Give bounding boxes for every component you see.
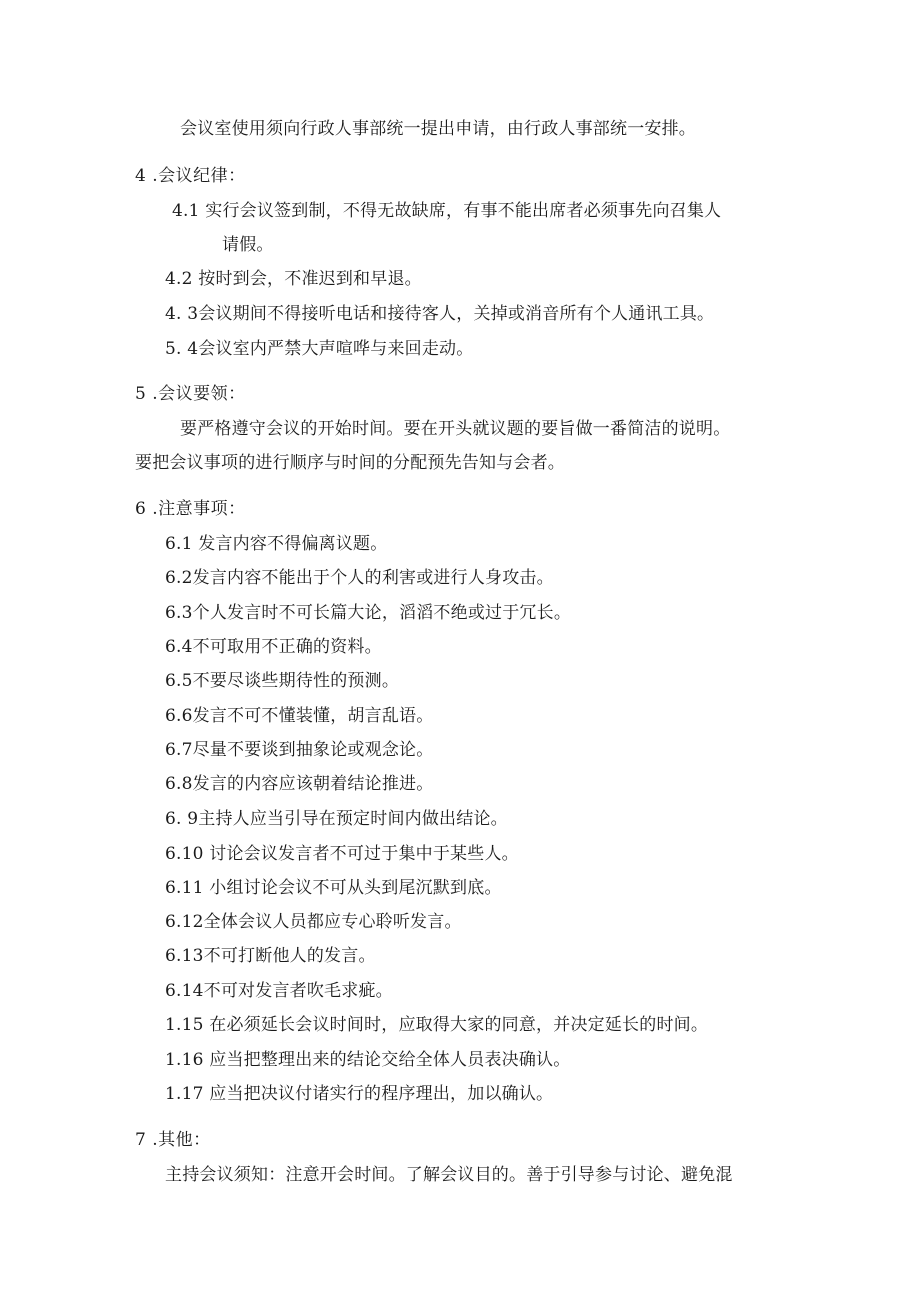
section-6-item: 1.15 在必须延长会议时间时，应取得大家的同意，并决定延长的时间。 xyxy=(165,1015,709,1035)
section-6-item: 6.10 讨论会议发言者不可过于集中于某些人。 xyxy=(165,844,519,864)
section-6-item: 6.11 小组讨论会议不可从头到尾沉默到底。 xyxy=(165,878,502,898)
section-6-item: 6.1 发言内容不得偏离议题。 xyxy=(165,534,388,554)
section-4-item-4: 5. 4会议室内严禁大声喧哗与来回走动。 xyxy=(165,339,474,359)
section-5-paragraph-line-1: 要严格遵守会议的开始时间。要在开头就议题的要旨做一番简洁的说明。 xyxy=(180,419,731,439)
section-4-heading: 4 .会议纪律： xyxy=(135,166,246,186)
section-4-item-2: 4.2 按时到会，不准迟到和早退。 xyxy=(165,269,422,289)
section-6-item: 1.17 应当把决议付诸实行的程序理出，加以确认。 xyxy=(165,1084,554,1104)
section-6-item: 6.3个人发言时不可长篇大论，滔滔不绝或过于冗长。 xyxy=(165,603,572,623)
section-7-paragraph-line-1: 主持会议须知：注意开会时间。了解会议目的。善于引导参与讨论、避免混 xyxy=(165,1165,733,1185)
section-5-paragraph-line-2: 要把会议事项的进行顺序与时间的分配预先告知与会者。 xyxy=(135,453,565,473)
section-6-item: 1.16 应当把整理出来的结论交给全体人员表决确认。 xyxy=(165,1050,571,1070)
section-4-item-1-line-1: 4.1 实行会议签到制，不得无故缺席，有事不能出席者必须事先向召集人 xyxy=(172,201,722,221)
section-6-item: 6.14不可对发言者吹毛求疵。 xyxy=(165,981,393,1001)
section-7-heading: 7 .其他： xyxy=(135,1130,211,1150)
section-6-item: 6.13不可打断他人的发言。 xyxy=(165,946,376,966)
section-4-item-1-line-2: 请假。 xyxy=(222,235,274,255)
section-6-item: 6.5不要尽谈些期待性的预测。 xyxy=(165,671,400,691)
section-6-item: 6.8发言的内容应该朝着结论推进。 xyxy=(165,774,434,794)
section-5-heading: 5 .会议要领： xyxy=(135,384,246,404)
section-6-item: 6.4不可取用不正确的资料。 xyxy=(165,637,382,657)
intro-paragraph: 会议室使用须向行政人事部统一提出申请，由行政人事部统一安排。 xyxy=(180,119,696,139)
section-6-item: 6.2发言内容不能出于个人的利害或进行人身攻击。 xyxy=(165,568,554,588)
section-6-item: 6.7尽量不要谈到抽象论或观念论。 xyxy=(165,740,434,760)
section-6-item: 6.6发言不可不懂装懂，胡言乱语。 xyxy=(165,706,434,726)
section-6-item: 6.12全体会议人员都应专心聆听发言。 xyxy=(165,912,462,932)
section-6-heading: 6 .注意事项： xyxy=(135,499,246,519)
section-4-item-3: 4. 3会议期间不得接听电话和接待客人，关掉或消音所有个人通讯工具。 xyxy=(165,304,715,324)
section-6-item: 6. 9主持人应当引导在预定时间内做出结论。 xyxy=(165,809,508,829)
